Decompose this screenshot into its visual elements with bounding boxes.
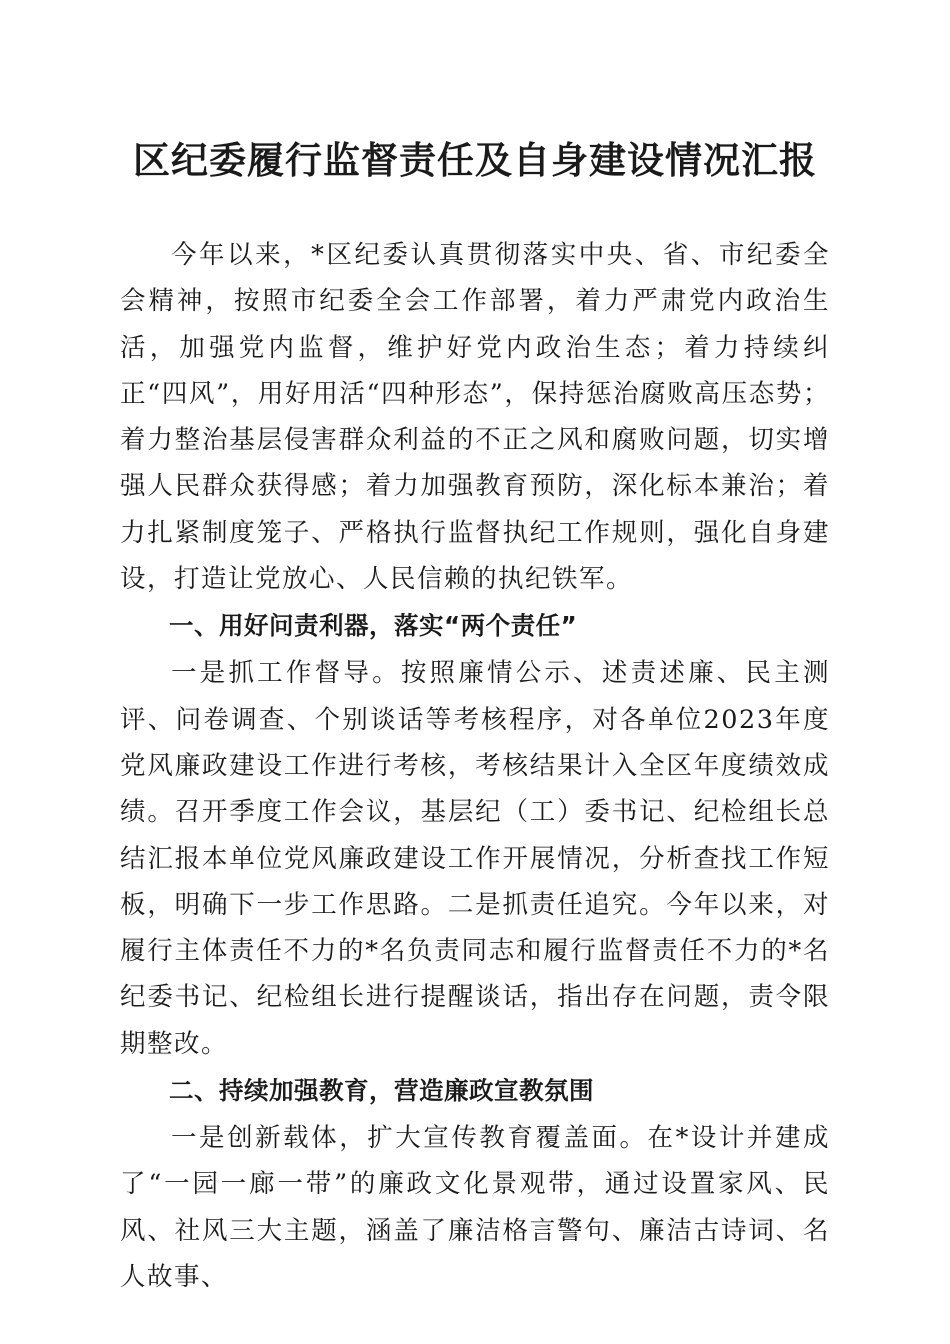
section-1-paragraph: 一是抓工作督导。按照廉情公示、述责述廉、民主测评、问卷调查、个别谈话等考核程序，对各单位2023年度党风廉政建设工作进行考核，考核结果计入全区年度绩效成绩。召开季度工作会议，基层纪（工）委书记、纪检组长总结汇报本单位党风廉政建设工作开展情况，分析查找工作短板，明确下一步工作思路。二是抓责任追究。今年以来，对履行主体责任不力的*名负责同志和履行监督责任不力的*名纪委书记、纪检组长进行提醒谈话，指出存在问题，责令限期整改。 [120,658,830,1059]
section-1-heading: 一、用好问责利器，落实“两个责任” [169,611,578,641]
document-title: 区纪委履行监督责任及自身建设情况汇报 [133,138,817,182]
intro-paragraph: 今年以来，*区纪委认真贯彻落实中央、省、市纪委全会精神，按照市纪委全会工作部署，着力严肃党内政治生活，加强党内监督，维护好党内政治生态；着力持续纠正“四风”，用好用活“四种形态”，保持惩治腐败高压态势；着力整治基层侵害群众利益的不正之风和腐败问题，切实增强人民群众获得感；着力加强教育预防，深化标本兼治；着力扎紧制度笼子、严格执行监督执纪工作规则，强化自身建设，打造让党放心、人民信赖的执纪铁军。 [120,240,830,595]
section-2-heading: 二、持续加强教育，营造廉政宣教氛围 [169,1076,594,1106]
section-2-paragraph: 一是创新载体，扩大宣传教育覆盖面。在*设计并建成了“一园一廊一带”的廉政文化景观带，通过设置家风、民风、社风三大主题，涵盖了廉洁格言警句、廉洁古诗词、名人故事、 [120,1123,830,1292]
document-body [120,232,830,1300]
